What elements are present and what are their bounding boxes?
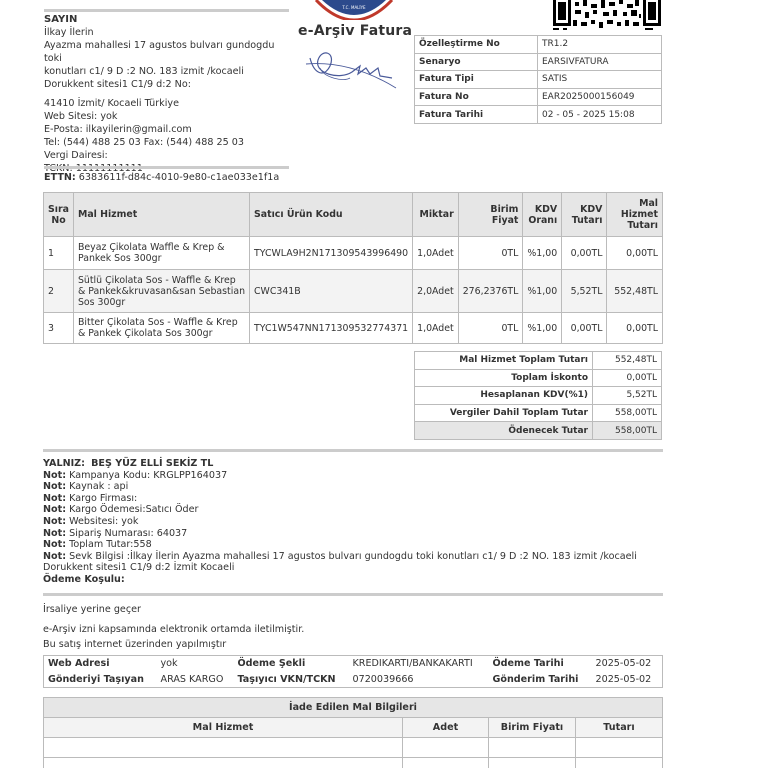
returns-title: İade Edilen Mal Bilgileri: [44, 698, 663, 718]
col-header-miktar: Miktar: [413, 193, 459, 237]
cell-sira-no: 1: [44, 237, 74, 270]
buyer-tax-office: Vergi Dairesi:: [44, 150, 108, 161]
items-table: [43, 192, 663, 344]
totals-label: Ödenecek Tutar: [415, 422, 593, 440]
buyer-heading: SAYIN: [44, 14, 78, 25]
ettn-value: 6383611f-d84c-4010-9e80-c1ae033e1f1a: [78, 172, 280, 183]
buyer-address-line3: Dorukkent sitesi1 C1/9 d:2 No:: [44, 79, 191, 90]
note-line: [43, 504, 643, 516]
summary-label: Gönderiyi Taşıyan: [48, 673, 144, 685]
totals-table: [414, 351, 662, 440]
payment-terms-label: Ödeme Koşulu:: [43, 573, 125, 585]
payment-terms: [43, 574, 643, 586]
note-label: Not:: [43, 492, 67, 504]
note-label: Not:: [43, 469, 67, 481]
totals-value: 5,52TL: [593, 387, 662, 405]
col-header-kdv-orani: KDV Oranı: [523, 193, 562, 237]
document-title: e-Arşiv Fatura: [298, 23, 413, 39]
totals-value: 558,00TL: [593, 422, 662, 440]
cell-mal-hizmet-tutari: 0,00TL: [607, 313, 663, 344]
info-value: TR1.2: [538, 36, 662, 54]
totals-label: Mal Hizmet Toplam Tutarı: [415, 352, 593, 370]
returned-goods-table: [43, 697, 663, 768]
note-line: [43, 539, 643, 551]
note-label: Not:: [43, 527, 67, 539]
totals-row: [415, 387, 662, 405]
totals-row: [415, 369, 662, 387]
note-text: Kaynak : api: [69, 481, 129, 493]
returns-col-mal-hizmet: Mal Hizmet: [44, 718, 403, 738]
totals-row: [415, 404, 662, 422]
table-row: [44, 313, 663, 344]
totals-value: 552,48TL: [593, 352, 662, 370]
invoice-info-row: [415, 53, 662, 71]
buyer-website: Web Sitesi: yok: [44, 111, 118, 122]
cell-mal-hizmet: Sütlü Çikolata Sos - Waffle & Krep & Pankek&kruvasan&san Sebastian Sos 300gr: [73, 270, 249, 313]
totals-value: 0,00TL: [593, 369, 662, 387]
summary-row: [44, 672, 663, 688]
note-text: Kampanya Kodu: KRGLPP164037: [69, 469, 228, 481]
summary-row: [44, 656, 663, 672]
returns-col-tutari: Tutarı: [576, 718, 663, 738]
info-label: Fatura Tarihi: [415, 106, 538, 124]
note-label: Not:: [43, 481, 67, 493]
shipment-summary-table: [43, 655, 663, 688]
returns-col-birim-fiyati: Birim Fiyatı: [489, 718, 576, 738]
cell-kdv-orani: %1,00: [523, 237, 562, 270]
returns-header-row: [44, 718, 663, 738]
totals-value: 558,00TL: [593, 404, 662, 422]
cell-kdv-orani: %1,00: [523, 313, 562, 344]
col-header-urun-kodu: Satıcı Ürün Kodu: [250, 193, 413, 237]
info-label: Özelleştirme No: [415, 36, 538, 54]
cell-sira-no: 3: [44, 313, 74, 344]
totals-label: Hesaplanan KDV(%1): [415, 387, 593, 405]
note-text: Websitesi: yok: [69, 515, 139, 527]
info-label: Senaryo: [415, 53, 538, 71]
cell-urun-kodu: TYCWLA9H2N171309543996490: [250, 237, 413, 270]
summary-value: 2025-05-02: [595, 673, 652, 685]
summary-value: 2025-05-02: [595, 658, 652, 670]
note-label: Not:: [43, 515, 67, 527]
note-line: [43, 470, 643, 482]
amount-in-words: [43, 458, 643, 470]
cell-birim-fiyat: 0TL: [458, 313, 523, 344]
waybill-text: İrsaliye yerine geçer: [43, 604, 141, 615]
shipping-continuation: Dorukkent sitesi1 C1/9 d:2 İzmit Kocaeli: [43, 562, 235, 574]
totals-row-payable: [415, 422, 662, 440]
info-label: Fatura No: [415, 88, 538, 106]
totals-row: [415, 352, 662, 370]
cell-mal-hizmet: Bitter Çikolata Sos - Waffle & Krep & Pankek Çikolata Sos 300gr: [73, 313, 249, 344]
info-value: 02 - 05 - 2025 15:08: [538, 106, 662, 124]
buyer-address-line2: konutları c1/ 9 D :2 NO. 183 izmit /kocaeli: [44, 66, 244, 77]
cell-birim-fiyat: 0TL: [458, 237, 523, 270]
table-row: [44, 237, 663, 270]
buyer-email: E-Posta: ilkayilerin@gmail.com: [44, 124, 192, 135]
cell-sira-no: 2: [44, 270, 74, 313]
ettn-line: [44, 172, 279, 183]
buyer-address-block: [44, 13, 294, 175]
buyer-city: 41410 İzmit/ Kocaeli Türkiye: [44, 98, 179, 109]
cell-miktar: 1,0Adet: [413, 237, 459, 270]
notes-block: [43, 458, 643, 586]
gib-seal-logo: [312, 0, 396, 20]
note-line: [43, 528, 643, 540]
buyer-name: İlkay İlerin: [44, 27, 94, 38]
info-value: EAR2025000156049: [538, 88, 662, 106]
cell-miktar: 2,0Adet: [413, 270, 459, 313]
col-header-kdv-tutari: KDV Tutarı: [562, 193, 607, 237]
summary-value: 0720039666: [352, 673, 414, 685]
cell-birim-fiyat: 276,2376TL: [458, 270, 523, 313]
note-line: [43, 516, 643, 528]
signature-image: [300, 44, 400, 100]
cell-urun-kodu: TYC1W547NN171309532774371: [250, 313, 413, 344]
cell-mal-hizmet-tutari: 0,00TL: [607, 237, 663, 270]
summary-label: Gönderim Tarihi: [492, 673, 579, 685]
table-row: [44, 270, 663, 313]
col-header-mal-hizmet: Mal Hizmet: [73, 193, 249, 237]
items-header-row: [44, 193, 663, 237]
col-header-sira-no: Sıra No: [44, 193, 74, 237]
amount-in-words-label: YALNIZ:: [43, 458, 85, 469]
info-value: EARSIVFATURA: [538, 53, 662, 71]
note-text: Sipariş Numarası: 64037: [69, 527, 188, 539]
info-value: SATIS: [538, 71, 662, 89]
buyer-address-line1: Ayazma mahallesi 17 agustos bulvarı gundogdu toki: [44, 40, 275, 64]
ettn-label: ETTN:: [44, 172, 76, 183]
amount-in-words-value: BEŞ YÜZ ELLİ SEKİZ TL: [91, 458, 214, 469]
summary-value: KREDIKARTI/BANKAKARTI: [352, 658, 473, 670]
note-line: [43, 493, 643, 505]
cell-kdv-orani: %1,00: [523, 270, 562, 313]
summary-label: Taşıyıcı VKN/TCKN: [237, 673, 336, 685]
summary-label: Web Adresi: [48, 658, 110, 670]
note-text: Toplam Tutar:558: [69, 539, 152, 551]
col-header-mal-hizmet-tutari: Mal Hizmet Tutarı: [607, 193, 663, 237]
cell-mal-hizmet: Beyaz Çikolata Waffle & Krep & Pankek Sos 300gr: [73, 237, 249, 270]
returns-title-row: [44, 698, 663, 718]
cell-kdv-tutari: 5,52TL: [562, 270, 607, 313]
note-text: Sevk Bilgisi :İlkay İlerin Ayazma mahallesi 17 agustos bulvarı gundogdu toki konutları c1/ 9 D :2 NO. 183 izmit /kocaeli: [69, 550, 637, 562]
note-line: [43, 481, 643, 493]
earsiv-text: e-Arşiv izni kapsamında elektronik ortamda iletilmiştir.: [43, 624, 305, 635]
totals-label: Vergiler Dahil Toplam Tutar: [415, 404, 593, 422]
cell-kdv-tutari: 0,00TL: [562, 313, 607, 344]
invoice-info-row: [415, 88, 662, 106]
cell-miktar: 1,0Adet: [413, 313, 459, 344]
table-row: [44, 758, 663, 768]
note-text: Kargo Ödemesi:Satıcı Öder: [69, 504, 199, 516]
note-label: Not:: [43, 550, 67, 562]
invoice-info-row: [415, 71, 662, 89]
summary-label: Ödeme Tarihi: [492, 658, 564, 670]
cell-mal-hizmet-tutari: 552,48TL: [607, 270, 663, 313]
table-row: [44, 738, 663, 758]
cell-kdv-tutari: 0,00TL: [562, 237, 607, 270]
svg-text:T.C. MALİYE: T.C. MALİYE: [342, 5, 366, 10]
totals-label: Toplam İskonto: [415, 369, 593, 387]
returns-col-adet: Adet: [403, 718, 489, 738]
internet-sale-text: Bu satış internet üzerinden yapılmıştır: [43, 639, 227, 650]
summary-label: Ödeme Şekli: [237, 658, 306, 670]
cell-urun-kodu: CWC341B: [250, 270, 413, 313]
qr-code: [553, 0, 661, 30]
summary-value: yok: [160, 658, 178, 670]
note-line: [43, 551, 643, 563]
col-header-birim-fiyat: Birim Fiyat: [458, 193, 523, 237]
note-text: Kargo Firması:: [69, 492, 138, 504]
invoice-info-table: [414, 35, 662, 124]
note-label: Not:: [43, 504, 67, 516]
summary-value: ARAS KARGO: [160, 673, 224, 685]
buyer-phone: Tel: (544) 488 25 03 Fax: (544) 488 25 03: [44, 137, 244, 148]
invoice-info-row: [415, 36, 662, 54]
note-label: Not:: [43, 539, 67, 551]
info-label: Fatura Tipi: [415, 71, 538, 89]
invoice-info-row: [415, 106, 662, 124]
